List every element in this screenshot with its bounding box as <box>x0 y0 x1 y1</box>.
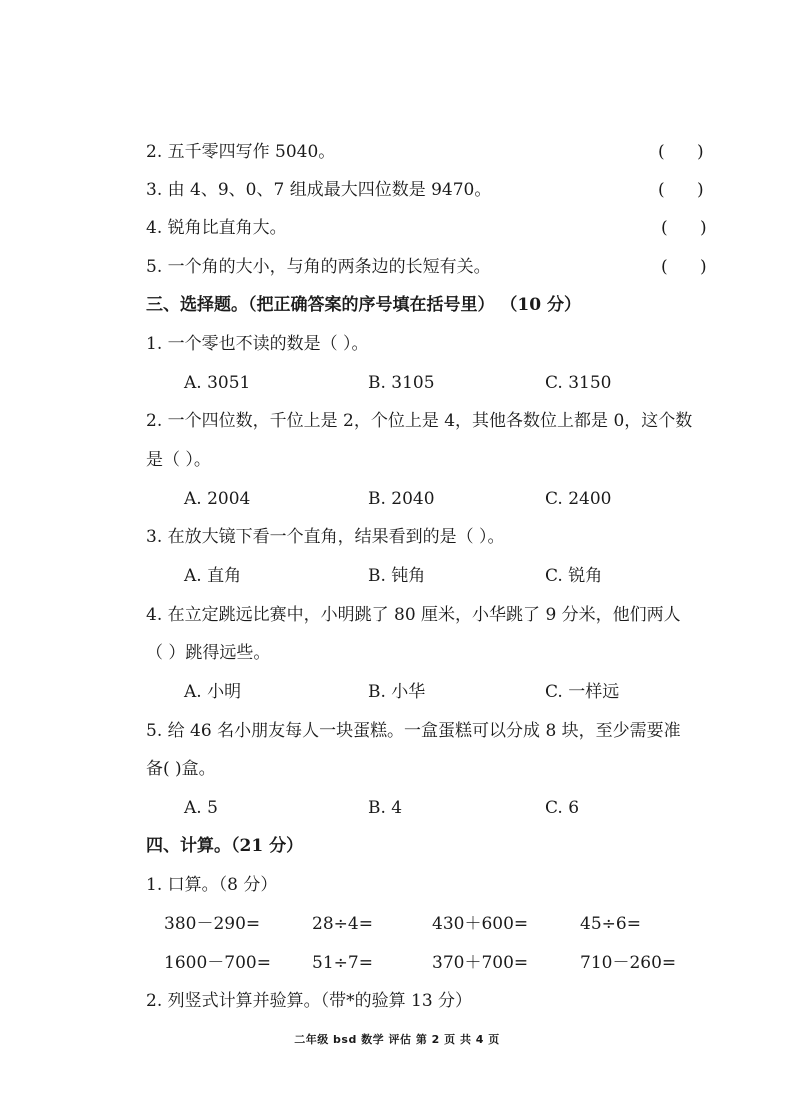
judge-item-3: 3. 由 4、9、0、7 组成最大四位数是 9470。 <box>146 180 492 200</box>
oral-calc-r1c1: 380－290= <box>164 914 261 934</box>
choice-q5-option-c: C. 6 <box>545 798 580 818</box>
section-3-title: 三、选择题。（把正确答案的序号填在括号里） （10 分） <box>146 295 581 315</box>
choice-q2-option-c: C. 2400 <box>545 489 612 509</box>
choice-q5-option-a: A. 5 <box>184 798 218 818</box>
choice-q2-line2: 是（ ）。 <box>146 450 211 470</box>
choice-q3-option-b: B. 钝角 <box>368 566 426 586</box>
oral-calc-r2c2: 51÷7= <box>312 953 373 973</box>
choice-q4-option-c: C. 一样远 <box>545 682 620 702</box>
choice-q5-line1: 5. 给 46 名小朋友每人一块蛋糕。一盒蛋糕可以分成 8 块，至少需要准 <box>146 721 681 741</box>
choice-q1-line1: 1. 一个零也不读的数是（ ）。 <box>146 334 369 354</box>
answer-paren-4: ( ) <box>661 218 707 238</box>
oral-calc-title: 1. 口算。（8 分） <box>146 875 278 895</box>
oral-calc-r1c2: 28÷4= <box>312 914 373 934</box>
oral-calc-r2c3: 370＋700= <box>432 953 529 973</box>
answer-paren-3: ( ) <box>658 180 704 200</box>
judge-item-2: 2. 五千零四写作 5040。 <box>146 142 336 162</box>
answer-paren-2: ( ) <box>658 142 704 162</box>
choice-q3-option-a: A. 直角 <box>184 566 242 586</box>
judge-item-4: 4. 锐角比直角大。 <box>146 218 287 238</box>
choice-q1-option-c: C. 3150 <box>545 373 612 393</box>
choice-q2-line1: 2. 一个四位数，千位上是 2，个位上是 4，其他各数位上都是 0，这个数 <box>146 411 693 431</box>
choice-q4-line1: 4. 在立定跳远比赛中，小明跳了 80 厘米，小华跳了 9 分米，他们两人 <box>146 605 681 625</box>
choice-q4-option-b: B. 小华 <box>368 682 426 702</box>
oral-calc-r1c4: 45÷6= <box>580 914 641 934</box>
choice-q2-option-a: A. 2004 <box>184 489 251 509</box>
oral-calc-r2c4: 710－260= <box>580 953 677 973</box>
choice-q4-option-a: A. 小明 <box>184 682 242 702</box>
choice-q2-option-b: B. 2040 <box>368 489 435 509</box>
judge-item-5: 5. 一个角的大小，与角的两条边的长短有关。 <box>146 257 491 277</box>
choice-q5-line2: 备( )盒。 <box>146 759 216 779</box>
choice-q3-line1: 3. 在放大镜下看一个直角，结果看到的是（ ）。 <box>146 527 505 547</box>
choice-q4-line2: （ ）跳得远些。 <box>146 643 271 663</box>
choice-q1-option-b: B. 3105 <box>368 373 435 393</box>
choice-q5-option-b: B. 4 <box>368 798 403 818</box>
oral-calc-r1c3: 430＋600= <box>432 914 529 934</box>
choice-q1-option-a: A. 3051 <box>184 373 251 393</box>
vertical-calc-title: 2. 列竖式计算并验算。（带*的验算 13 分） <box>146 991 473 1011</box>
answer-paren-5: ( ) <box>661 257 707 277</box>
choice-q3-option-c: C. 锐角 <box>545 566 603 586</box>
oral-calc-r2c1: 1600－700= <box>164 953 271 973</box>
page-footer: 二年级 bsd 数学 评估 第 2 页 共 4 页 <box>294 1033 500 1046</box>
section-4-title: 四、计算。（21 分） <box>146 836 304 856</box>
